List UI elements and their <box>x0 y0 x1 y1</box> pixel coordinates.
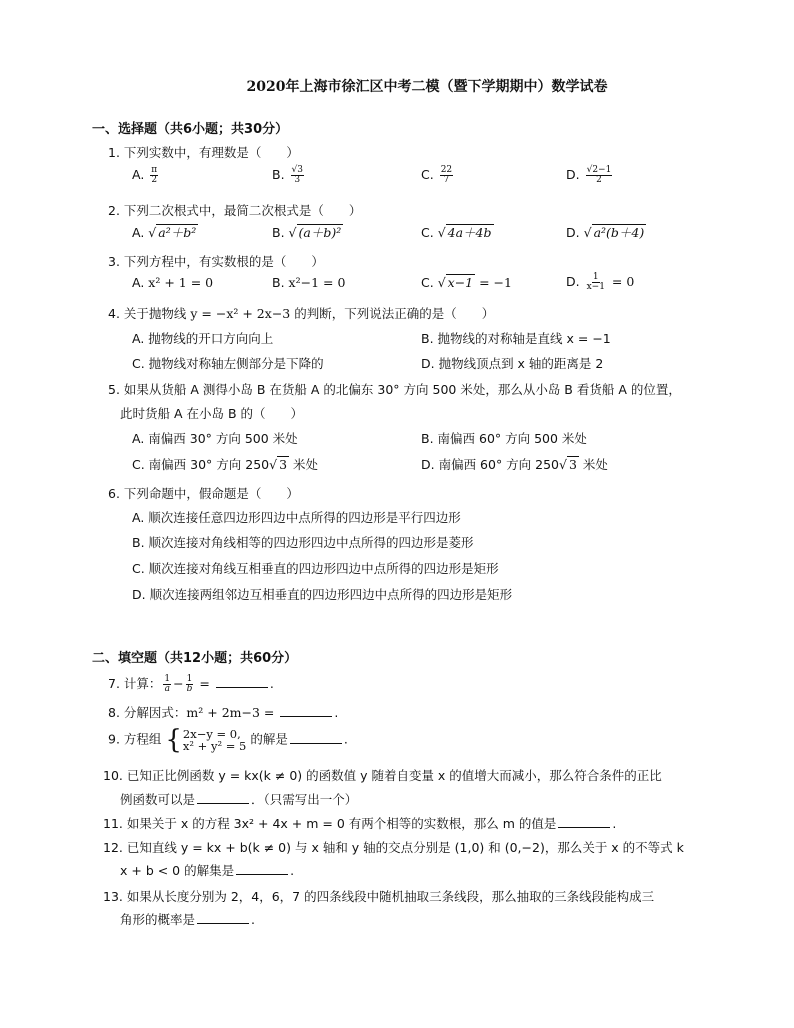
fraction: $\frac{√3}{3}$ <box>291 165 304 185</box>
question-5-stem-line2: 此时货船 A 在小岛 B 的（ ） <box>120 406 304 421</box>
question-10-line2: 例函数可以是 ．（只需写出一个） <box>120 792 358 807</box>
answer-blank <box>280 704 332 717</box>
question-6-stem: 6. 下列命题中，假命题是（ ） <box>108 486 299 501</box>
question-13-line1: 13. 如果从长度分别为 2，4，6，7 的四条线段中随机抽取三条线段，那么抽取的三条线段能构成三 <box>103 889 655 904</box>
question-3-option-b: B. x²−1 = 0 <box>272 275 346 290</box>
question-4-option-c: C. 抛物线对称轴左侧部分是下降的 <box>132 356 324 371</box>
question-9: 9. 方程组 { 2x−y = 0, x² + y² = 5 的解是 . <box>108 725 348 755</box>
question-1-option-a: A. $\frac{\pi}{2}$ <box>132 165 158 185</box>
radical: √ 3 <box>269 457 288 472</box>
fraction: $\frac{1}{x-1}$ <box>586 272 605 292</box>
radical: √ 3 <box>559 457 577 472</box>
answer-blank <box>216 675 268 688</box>
fraction: $\frac{\pi}{2}$ <box>151 165 158 185</box>
fraction: $\frac{1}{a}$ <box>164 674 171 694</box>
fraction: $\frac{1}{b}$ <box>186 674 193 694</box>
question-4-option-b: B. 抛物线的对称轴是直线 x = −1 <box>421 331 611 346</box>
question-4-option-a: A. 抛物线的开口方向向上 <box>132 331 274 346</box>
answer-blank <box>197 791 249 804</box>
question-5-option-b: B. 南偏西 60° 方向 500 米处 <box>421 431 587 446</box>
radical: √ x−1 <box>437 275 474 290</box>
question-6-option-b: B. 顺次连接对角线相等的四边形四边中点所得的四边形是菱形 <box>132 535 474 550</box>
question-5-option-a: A. 南偏西 30° 方向 500 米处 <box>132 431 298 446</box>
radical: √ 4a＋4b <box>437 225 492 240</box>
question-3-stem: 3. 下列方程中，有实数根的是（ ） <box>108 254 324 269</box>
question-2-option-a: A. √ a²＋b² <box>132 225 197 240</box>
question-5-stem-line1: 5. 如果从货船 A 测得小岛 B 在货船 A 的北偏东 30° 方向 500 米处，那么从小岛 B 看货船 A 的位置， <box>108 382 681 397</box>
question-3-option-c: C. √ x−1 = −1 <box>421 275 512 290</box>
question-5-option-c: C. 南偏西 30° 方向 250√ 3 米处 <box>132 457 319 472</box>
question-1-option-d: D. $\frac{√2-1}{2}$ <box>566 165 612 185</box>
question-1-option-b: B. $\frac{√3}{3}$ <box>272 165 304 185</box>
radical: √ a²＋b² <box>148 225 197 240</box>
question-13-line2: 角形的概率是 . <box>120 912 255 927</box>
question-2-option-c: C. √ 4a＋4b <box>421 225 492 240</box>
equation-system: { 2x−y = 0, x² + y² = 5 <box>165 725 247 755</box>
answer-blank <box>558 815 610 828</box>
radical: √ a²(b＋4) <box>583 225 645 240</box>
question-10-line1: 10. 已知正比例函数 y = kx(k ≠ 0) 的函数值 y 随着自变量 x 的值增大而减小，那么符合条件的正比 <box>103 768 662 783</box>
question-6-option-c: C. 顺次连接对角线互相垂直的四边形四边中点所得的四边形是矩形 <box>132 561 499 576</box>
question-3-option-d: D. $\frac{1}{x-1}$ = 0 <box>566 272 635 292</box>
section-heading-choice: 一、选择题（共6小题；共30分） <box>92 122 289 137</box>
fraction: $\frac{√2-1}{2}$ <box>586 165 612 185</box>
question-4-option-d: D. 抛物线顶点到 x 轴的距离是 2 <box>421 356 604 371</box>
question-12-line2: x + b < 0 的解集是 . <box>120 863 295 878</box>
question-8: 8. 分解因式：m² + 2m−3 = . <box>108 705 339 720</box>
question-12-line1: 12. 已知直线 y = kx + b(k ≠ 0) 与 x 轴和 y 轴的交点分别是 (1,0) 和 (0,−2)，那么关于 x 的不等式 k <box>103 840 684 855</box>
question-6-option-a: A. 顺次连接任意四边形四边中点所得的四边形是平行四边形 <box>132 510 461 525</box>
question-7: 7. 计算： $\frac{1}{a}$ − $\frac{1}{b}$ = . <box>108 674 274 694</box>
question-2-option-b: B. √ (a＋b)² <box>272 225 342 240</box>
question-3-option-a: A. x² + 1 = 0 <box>132 275 214 290</box>
answer-blank <box>290 731 342 744</box>
radical: √ (a＋b)² <box>288 225 342 240</box>
question-4-stem: 4. 关于抛物线 y = −x² + 2x−3 的判断，下列说法正确的是（ ） <box>108 306 495 321</box>
question-1-option-c: C. $\frac{22}{7}$ <box>421 165 453 185</box>
question-11: 11. 如果关于 x 的方程 3x² + 4x + m = 0 有两个相等的实数根，那么 m 的值是 . <box>103 816 617 831</box>
question-2-option-d: D. √ a²(b＋4) <box>566 225 645 240</box>
section-heading-fill: 二、填空题（共12小题；共60分） <box>92 651 298 666</box>
answer-blank <box>236 862 288 875</box>
question-6-option-d: D. 顺次连接两组邻边互相垂直的四边形四边中点所得的四边形是矩形 <box>132 587 513 602</box>
fraction: $\frac{22}{7}$ <box>440 165 453 185</box>
question-2-stem: 2. 下列二次根式中，最简二次根式是（ ） <box>108 203 362 218</box>
page-title: 2020年上海市徐汇区中考二模（暨下学期期中）数学试卷 <box>246 79 608 95</box>
question-5-option-d: D. 南偏西 60° 方向 250√ 3 米处 <box>421 457 608 472</box>
question-1-stem: 1. 下列实数中，有理数是（ ） <box>108 145 299 160</box>
answer-blank <box>197 911 249 924</box>
